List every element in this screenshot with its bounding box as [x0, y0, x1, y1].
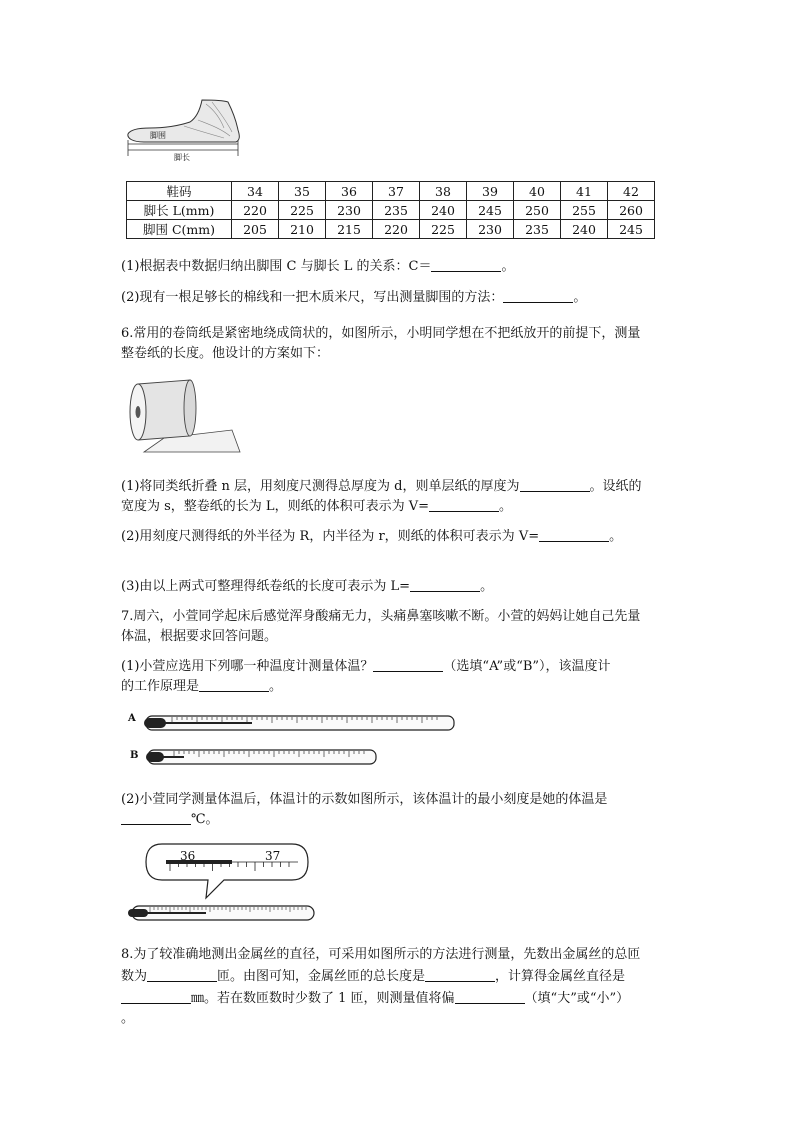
table-cell: 245 — [608, 220, 655, 239]
foot-girth-label: 脚围 — [150, 131, 166, 140]
table-cell: 225 — [420, 220, 467, 239]
clinical-thermometer-figure — [126, 840, 318, 926]
q7-part2-line2: ℃。 — [121, 810, 681, 830]
answer-blank[interactable] — [520, 477, 590, 492]
table-cell: 37 — [373, 182, 420, 201]
table-cell: 240 — [420, 201, 467, 220]
table-cell: 245 — [467, 201, 514, 220]
answer-blank[interactable] — [455, 989, 525, 1004]
q6-part1-line1: (1)将同类纸折叠 n 层，用刻度尺测得总厚度为 d，则单层纸的厚度为 。设纸的 — [121, 479, 642, 494]
table-cell: 205 — [232, 220, 279, 239]
table-cell: 40 — [514, 182, 561, 201]
paper-roll-figure — [124, 378, 244, 454]
tick-label-37: 37 — [265, 849, 281, 863]
q5-part2: (2)现有一根足够长的棉线和一把木质米尺，写出测量脚围的方法： 。 — [121, 290, 587, 305]
answer-blank[interactable] — [373, 657, 443, 672]
answer-blank[interactable] — [121, 989, 191, 1004]
table-cell: 42 — [608, 182, 655, 201]
q6-intro-line1: 6.常用的卷筒纸是紧密地绕成筒状的，如图所示，小明同学想在不把纸放开的前提下，测量 — [121, 326, 641, 341]
table-cell: 215 — [326, 220, 373, 239]
foot-length-label: 脚长 — [174, 153, 190, 162]
q7-part1-line2: 的工作原理是 。 — [121, 679, 283, 694]
answer-blank[interactable] — [121, 810, 191, 825]
table-cell: 235 — [373, 201, 420, 220]
thermometer-a — [142, 713, 458, 733]
table-cell: 250 — [514, 201, 561, 220]
table-header: 脚围 C(mm) — [127, 220, 232, 239]
table-cell: 36 — [326, 182, 373, 201]
table-cell: 230 — [326, 201, 373, 220]
q6-part2: (2)用刻度尺测得纸的外半径为 R，内半径为 r，则纸的体积可表示为 V= 。 — [121, 529, 623, 544]
table-row — [127, 220, 655, 239]
thermometer-b-label: B — [130, 750, 139, 761]
answer-blank[interactable] — [429, 497, 499, 512]
table-cell: 35 — [279, 182, 326, 201]
q5-part1: (1)根据表中数据归纳出脚围 C 与脚长 L 的关系：C＝ 。 — [121, 259, 515, 274]
shoe-size-table — [126, 181, 655, 239]
answer-blank[interactable] — [425, 967, 495, 982]
q7-intro-line2: 体温，根据要求回答问题。 — [121, 629, 278, 644]
table-cell: 220 — [232, 201, 279, 220]
table-cell: 235 — [514, 220, 561, 239]
answer-blank[interactable] — [410, 577, 480, 592]
table-cell: 240 — [561, 220, 608, 239]
table-cell: 225 — [279, 201, 326, 220]
table-cell: 34 — [232, 182, 279, 201]
thermometer-b — [144, 747, 380, 767]
tick-label-36: 36 — [180, 849, 196, 863]
q6-part3: (3)由以上两式可整理得纸卷纸的长度可表示为 L= 。 — [121, 579, 494, 594]
table-cell: 230 — [467, 220, 514, 239]
answer-blank[interactable] — [199, 677, 269, 692]
answer-blank[interactable] — [147, 967, 217, 982]
answer-blank[interactable] — [539, 527, 609, 542]
answer-blank[interactable] — [503, 288, 573, 303]
table-cell: 220 — [373, 220, 420, 239]
thermometer-a-label: A — [128, 713, 136, 724]
table-cell: 38 — [420, 182, 467, 201]
q7-intro-line1: 7.周六，小萱同学起床后感觉浑身酸痛无力，头痛鼻塞咳嗽不断。小萱的妈妈让她自己先量 — [121, 609, 641, 624]
table-row — [127, 182, 655, 201]
table-row — [127, 201, 655, 220]
table-cell: 255 — [561, 201, 608, 220]
q7-part2-line1: (2)小萱同学测量体温后，体温计的示数如图所示，该体温计的最小刻度是她的体温是 — [121, 792, 608, 807]
q8-line1: 8.为了较准确地测出金属丝的直径，可采用如图所示的方法进行测量，先数出金属丝的总匝 — [121, 947, 641, 962]
table-header: 脚长 L(mm) — [127, 201, 232, 220]
table-cell: 41 — [561, 182, 608, 201]
q7-part1-line1: (1)小萱应选用下列哪一种温度计测量体温？ （选填“A”或“B”），该温度计 — [121, 659, 611, 674]
answer-blank[interactable] — [431, 257, 501, 272]
q6-intro-line2: 整卷纸的长度。他设计的方案如下： — [121, 346, 330, 361]
q8-line4: 。 — [121, 1011, 135, 1026]
q8-line3: ㎜。若在数匝数时少数了 1 匝，则测量值将偏 （填“大”或“小”） — [121, 989, 681, 1009]
table-cell: 39 — [467, 182, 514, 201]
q6-part1-line2: 宽度为 s，整卷纸的长为 L，则纸的体积可表示为 V= 。 — [121, 499, 512, 514]
q8-line2: 数为 匝。由图可知，金属丝匝的总长度是 ，计算得金属丝直径是 — [121, 969, 626, 984]
table-cell: 210 — [279, 220, 326, 239]
table-header: 鞋码 — [127, 182, 232, 201]
table-cell: 260 — [608, 201, 655, 220]
